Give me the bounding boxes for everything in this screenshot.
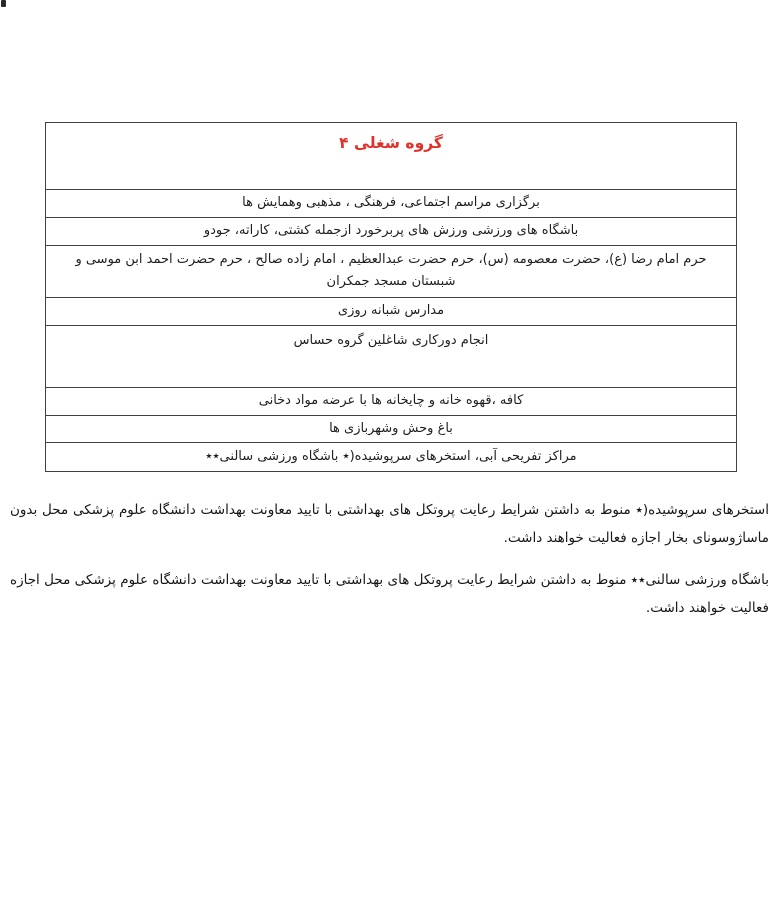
footnotes-section (10, 496, 769, 635)
table-row-zoo-amusement-parks: باغ وحش وشهربازی ها (46, 415, 736, 443)
scan-artifact (1, 0, 6, 7)
table-row-water-recreation: مراکز تفریحی آبی، استخرهای سرپوشیده(٭ باشگاه ورزشی سالنی٭٭ (46, 442, 736, 471)
footnote-indoor-sports-clubs: باشگاه ورزشی سالنی٭٭ منوط به داشتن شرایط رعایت پروتکل های بهداشتی با تایید معاونت بهداشت دانشگاه علوم پزشکی محل اجازه فعالیت خواهند داشت. (10, 571, 769, 617)
job-group-table (45, 122, 737, 472)
footnote-indoor-pools: استخرهای سرپوشیده(٭ منوط به داشتن شرایط رعایت پروتکل های بهداشتی با تایید معاونت بهداشت دانشگاه علوم پزشکی محل بدون ماساژوسونای بخار اجازه فعالیت خواهند داشت. (10, 502, 769, 547)
table-row-shrines: حرم امام رضا (ع)، حضرت معصومه (س)، حرم حضرت عبدالعظیم ، امام زاده صالح ، حرم حضرت احمد ابن موسی و شبستان مسجد جمکران (46, 245, 736, 298)
table-title: گروه شغلی ۴ (339, 134, 443, 152)
table-header-row (46, 123, 736, 189)
table-row-contact-sports-clubs: باشگاه های ورزشی ورزش های پربرخورد ازجمله کشتی، کاراته، جودو (46, 217, 736, 245)
table-row-ceremonies: برگزاری مراسم اجتماعی، فرهنگی ، مذهبی وهمایش ها (46, 189, 736, 217)
table-row-remote-work: انجام دورکاری شاغلین گروه حساس (46, 325, 736, 387)
table-row-boarding-schools: مدارس شبانه روزی (46, 297, 736, 325)
table-row-cafes-teahouses: کافه ،قهوه خانه و چایخانه ها با عرضه مواد دخانی (46, 387, 736, 415)
